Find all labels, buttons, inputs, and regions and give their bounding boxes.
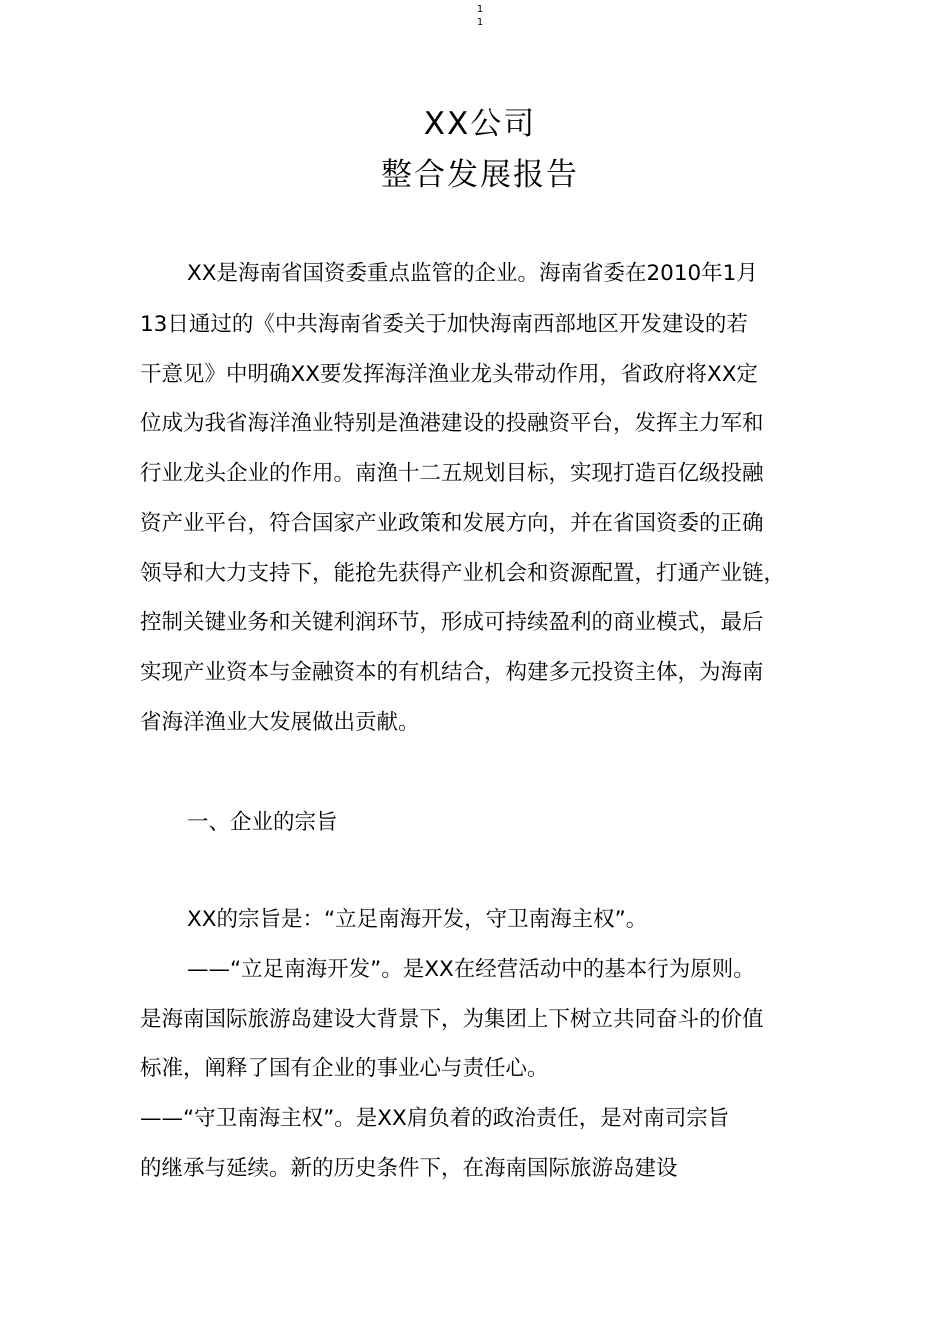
paragraph-line: 位成为我省海洋渔业特别是渔港建设的投融资平台，发挥主力军和 xyxy=(140,411,764,436)
paragraph-line: ——“立足南海开发”。是XX在经营活动中的基本行为原则。 xyxy=(187,957,755,982)
document-title-line1: XX公司 xyxy=(423,106,537,142)
document-title-line2: 整合发展报告 xyxy=(381,157,579,193)
paragraph-line: 省海洋渔业大发展做出贡献。 xyxy=(140,710,420,735)
paragraph-line: XX是海南省国资委重点监管的企业。海南省委在2010年1月 xyxy=(187,261,758,286)
paragraph-line: 是海南国际旅游岛建设大背景下，为集团上下树立共同奋斗的价值 xyxy=(140,1007,764,1032)
paragraph-line: 干意见》中明确XX要发挥海洋渔业龙头带动作用，省政府将XX定 xyxy=(140,362,758,387)
paragraph-line: 行业龙头企业的作用。南渔十二五规划目标，实现打造百亿级投融 xyxy=(140,461,764,486)
purpose-statement: XX的宗旨是：“立足南海开发，守卫南海主权”。 xyxy=(187,907,648,932)
paragraph-line: 控制关键业务和关键利润环节，形成可持续盈利的商业模式，最后 xyxy=(140,610,764,635)
section-heading: 一、企业的宗旨 xyxy=(187,810,338,835)
paragraph-line: 领导和大力支持下，能抢先获得产业机会和资源配置，打通产业链， xyxy=(140,561,786,586)
paragraph-line: 实现产业资本与金融资本的有机结合，构建多元投资主体，为海南 xyxy=(140,660,764,685)
page-number-bottom: 1 xyxy=(476,17,484,28)
paragraph-line: 资产业平台，符合国家产业政策和发展方向，并在省国资委的正确 xyxy=(140,511,764,536)
paragraph-line: 13日通过的《中共海南省委关于加快海南西部地区开发建设的若 xyxy=(140,312,748,337)
paragraph-line: ——“守卫南海主权”。是XX肩负着的政治责任，是对南司宗旨 xyxy=(140,1106,730,1131)
page-number-top: 1 xyxy=(476,4,484,15)
paragraph-line: 标准，阐释了国有企业的事业心与责任心。 xyxy=(140,1056,549,1081)
paragraph-line: 的继承与延续。新的历史条件下，在海南国际旅游岛建设 xyxy=(140,1156,678,1181)
